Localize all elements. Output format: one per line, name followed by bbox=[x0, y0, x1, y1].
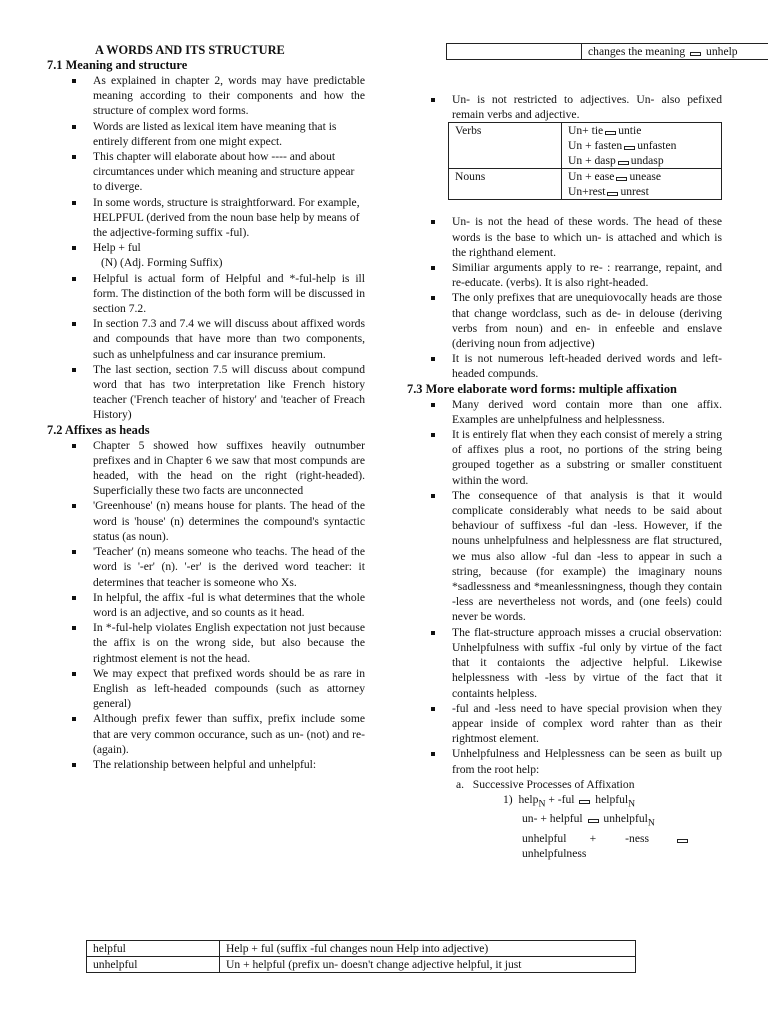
table-line bbox=[568, 123, 715, 138]
list-item: Un- is not restricted to adjectives. Un- also pefixed remain verbs and adjective. bbox=[431, 92, 722, 122]
table-text: Un+ tie bbox=[568, 124, 604, 138]
list-item: Many derived word contain more than one affix. Examples are unhelpfulness and helplessness. bbox=[431, 397, 722, 427]
section-7-3-list bbox=[431, 397, 722, 777]
step-line bbox=[503, 846, 722, 861]
list-item: It is not numerous left-headed derived words and left-headed compunds. bbox=[431, 351, 722, 381]
step-label: 1) bbox=[503, 792, 513, 806]
table-text: Un + dasp bbox=[568, 154, 616, 168]
list-item-text: In some words, structure is straightforward. For example, HELPFUL (derived from the noun base help by means of the adjective-forming suffix -ful). bbox=[93, 195, 360, 240]
list-item: -ful and -less need to have special provision when they appear inside of complex word rahter than as their rightmost element. bbox=[431, 701, 722, 747]
table-text: Un + fasten bbox=[568, 139, 623, 153]
pos-subscript: N bbox=[538, 798, 546, 810]
list-item: Similiar arguments apply to re- : rearrange, repaint, and re-educate. (verbs). It is also right-headed. bbox=[431, 260, 722, 290]
table-cell bbox=[582, 44, 768, 60]
step-text: + -ful bbox=[545, 792, 578, 806]
section-7-1-list bbox=[72, 73, 365, 423]
table-text: undasp bbox=[630, 154, 664, 168]
right-arrow-icon bbox=[624, 146, 635, 150]
list-item: Un- is not the head of these words. The head of these words is the base to which un- is attached and which is the righthand element. bbox=[431, 214, 722, 260]
table-line bbox=[568, 138, 715, 153]
table-text: unrest bbox=[620, 185, 649, 199]
table-cell bbox=[562, 123, 722, 169]
table-row bbox=[449, 123, 722, 169]
right-column bbox=[408, 92, 722, 861]
list-item: The relationship between helpful and unhelpful: bbox=[72, 757, 365, 772]
table-cell: helpful bbox=[87, 941, 220, 957]
table-line bbox=[568, 153, 715, 168]
table-cell-text: changes the meaning bbox=[588, 45, 686, 58]
section-heading-7-3: 7.3 More elaborate word forms: multiple affixation bbox=[407, 381, 677, 396]
section-heading-7-2: 7.2 Affixes as heads bbox=[47, 422, 150, 437]
list-item: 'Greenhouse' (n) means house for plants. The head of the word is 'house' (n) determines the compound's syntactic status (as noun). bbox=[72, 498, 365, 544]
table-cell: unhelpful bbox=[87, 957, 220, 973]
table-text: unfasten bbox=[637, 139, 677, 153]
list-item: It is entirely flat when they each consist of merely a string of affixes plus a root, no portions of the string being grouped together as a substring or smaller constituent within the word. bbox=[431, 427, 722, 488]
list-item: In *-ful-help violates English expectation not just because the affix is on the wrong side, but also because the rightmost element is not the head. bbox=[72, 620, 365, 666]
list-item bbox=[72, 195, 365, 241]
table-cell: Nouns bbox=[449, 169, 562, 200]
list-item: In helpful, the affix -ful is what determines that the whole word is an adjective, and so counts as it head. bbox=[72, 590, 365, 620]
table-row bbox=[449, 169, 722, 200]
list-item: The consequence of that analysis is that it would complicate considerably what needs to be said about behaviour of suffixess -ful dan -less. However, if the nouns unhelpfulness and helplessness are flat structured, we mus also allow -ful dan -less to appear in such a string, because (for example) the imaginary nouns *sadlessness and *meanlessningness, though they contain -less are nevertheless not words, and (one feels) could never be words. bbox=[431, 488, 722, 625]
right-list-1 bbox=[431, 92, 722, 122]
table-text: untie bbox=[618, 124, 642, 138]
section-7-2-list bbox=[72, 438, 365, 772]
step-line bbox=[503, 831, 722, 846]
section-heading-7-1: 7.1 Meaning and structure bbox=[47, 58, 188, 72]
list-item-subtext: (N) (Adj. Forming Suffix) bbox=[101, 256, 223, 270]
continued-table bbox=[446, 43, 768, 60]
list-item bbox=[431, 746, 722, 776]
table-line bbox=[568, 169, 715, 184]
table-row bbox=[447, 44, 768, 60]
step-text: unhelpful bbox=[522, 831, 567, 845]
list-item bbox=[72, 119, 365, 149]
list-item-text: Words are listed as lexical item have meaning that is entirely different from one might expect. bbox=[93, 119, 337, 148]
pos-subscript: N bbox=[647, 817, 655, 829]
list-item bbox=[72, 149, 365, 195]
list-item: 'Teacher' (n) means someone who teachs. The head of the word is '-er' (n). '-er' is the derived word teacher: it determines that teacher is someone who Xs. bbox=[72, 544, 365, 590]
list-item-text: Help + ful bbox=[93, 241, 141, 255]
pos-subscript: N bbox=[628, 798, 636, 810]
right-arrow-icon bbox=[677, 839, 688, 843]
table-cell bbox=[562, 169, 722, 200]
sublist-label: a. bbox=[456, 777, 465, 791]
list-item: The only prefixes that are unequiovocally heads are those that change wordclass, such as de- in delouse (deriving verbs from noun) and en- in enfeeble and enslave (deriving noun from adjective) bbox=[431, 290, 722, 351]
affixation-sublist bbox=[456, 777, 722, 862]
table-cell-text: unhelp bbox=[706, 45, 738, 58]
list-item: The flat-structure approach misses a crucial observation: Unhelpfulness with suffix -ful only by virtue of the fact that it contaionts the adjective helpful. Likewise helplessness with -less by virtue of the fact that it containts helpless. bbox=[431, 625, 722, 701]
step-text: un- + helpful bbox=[522, 812, 586, 826]
document-title: A WORDS AND ITS STRUCTURE bbox=[95, 43, 285, 57]
table-cell: Un + helpful (prefix un- doesn't change adjective helpful, it just bbox=[220, 957, 636, 973]
left-column bbox=[47, 58, 365, 772]
sublist-text: Successive Processes of Affixation bbox=[472, 777, 635, 791]
list-item: The last section, section 7.5 will discuss about compund word that has two interpretation like French history teacher ('French teacher of history' and 'teacher of Freach History) bbox=[72, 362, 365, 423]
table-line bbox=[568, 184, 715, 199]
list-item: As explained in chapter 2, words may have predictable meaning according to their components and how the structure of complex word forms. bbox=[72, 73, 365, 119]
verbs-nouns-table bbox=[448, 122, 722, 200]
right-arrow-icon bbox=[607, 192, 618, 196]
right-arrow-icon bbox=[618, 161, 629, 165]
numbered-steps bbox=[503, 792, 722, 861]
right-list-2 bbox=[431, 214, 722, 381]
list-item: Helpful is actual form of Helpful and *-ful-help is ill form. The distinction of the both form will be discussed in section 7.2. bbox=[72, 271, 365, 317]
right-arrow-icon bbox=[588, 819, 599, 823]
list-item: In section 7.3 and 7.4 we will discuss about affixed words and compounds that have more than two components, such as unhelpfulness and car insurance premium. bbox=[72, 316, 365, 362]
table-text: unease bbox=[629, 170, 662, 184]
sublist-item bbox=[456, 777, 722, 792]
table-cell: Help + ful (suffix -ful changes noun Help into adjective) bbox=[220, 941, 636, 957]
list-item: We may expect that prefixed words should be as rare in English as left-headed compounds (such as attorney general) bbox=[72, 666, 365, 712]
right-arrow-icon bbox=[616, 177, 627, 181]
step-line bbox=[503, 792, 722, 812]
table-text: Un+rest bbox=[568, 185, 606, 199]
right-arrow-icon bbox=[605, 131, 616, 135]
table-row bbox=[87, 957, 636, 973]
step-text: help bbox=[518, 792, 539, 806]
list-item-text: Unhelpfulness and Helplessness can be seen as built up from the root help: bbox=[452, 747, 722, 776]
step-text: unhelpfulness bbox=[522, 847, 587, 861]
right-arrow-icon bbox=[579, 800, 590, 804]
list-item bbox=[72, 240, 365, 270]
table-cell bbox=[447, 44, 582, 60]
table-text: Un + ease bbox=[568, 170, 615, 184]
step-text: + bbox=[589, 831, 597, 845]
step-text: -ness bbox=[625, 831, 649, 845]
list-item: Although prefix fewer than suffix, prefix include some that are very common occurance, such as un- (not) and re- (again). bbox=[72, 711, 365, 757]
table-row bbox=[87, 941, 636, 957]
list-item-text: This chapter will elaborate about how ---- and about circumtances under which meaning and structure appear to diverge. bbox=[93, 150, 355, 194]
step-text: unhelpful bbox=[600, 812, 648, 826]
list-item: Chapter 5 showed how suffixes heavily outnumber prefixes and in Chapter 6 we saw that most compunds are headed, with the head on the right (right-headed). Superficially these two facts are unconnected bbox=[72, 438, 365, 499]
step-text: helpful bbox=[592, 792, 629, 806]
table-cell: Verbs bbox=[449, 123, 562, 169]
right-arrow-icon bbox=[690, 52, 701, 56]
step-line bbox=[503, 811, 722, 831]
helpful-comparison-table bbox=[86, 940, 636, 973]
